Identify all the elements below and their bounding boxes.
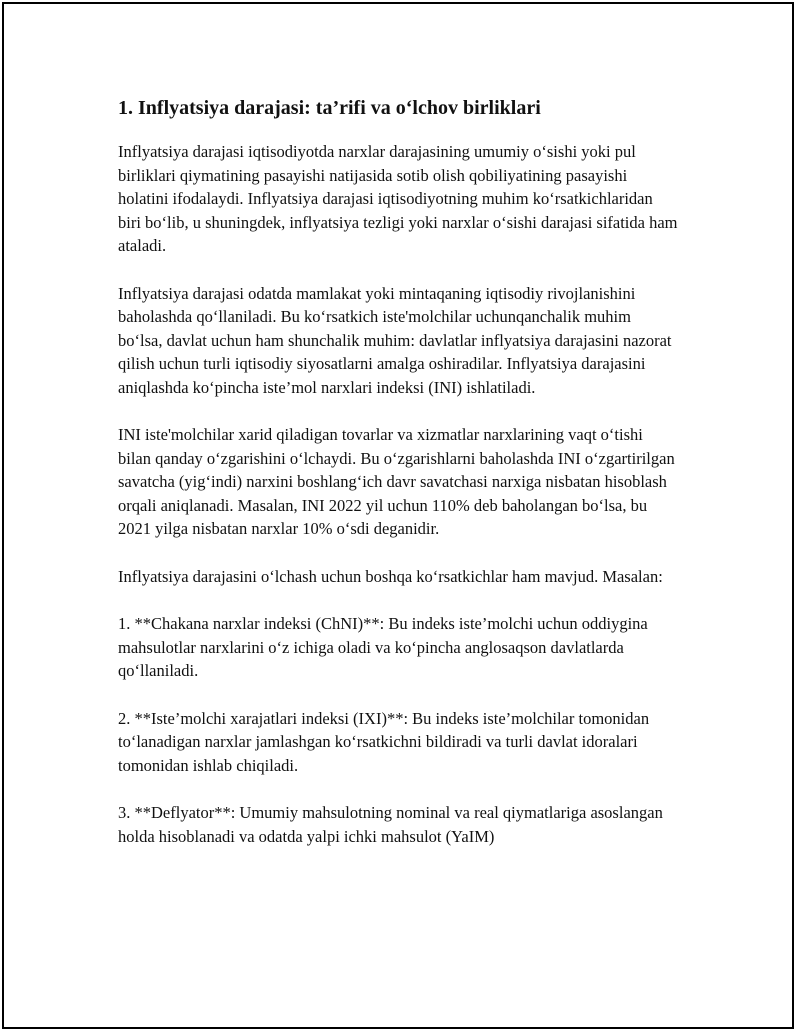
paragraph-usage: Inflyatsiya darajasi odatda mamlakat yoki mintaqaning iqtisodiy rivojlanishini baholashda qo‘llaniladi. Bu ko‘rsatkich iste'molchilar uchunqanchalik muhim bo‘lsa, davlat uchun ham shunchalik muhim: davlatlar inflyatsiya darajasini nazorat qilish uchun turli iqtisodiy siyosatlarni amalga oshiradilar. Inflyatsiya darajasini aniqlashda ko‘pincha iste’mol narxlari indeksi (INI) ishlatiladi. <box>118 283 672 397</box>
document-body <box>118 94 678 872</box>
list-item-chni: 1. **Chakana narxlar indeksi (ChNI)**: Bu indeks iste’molchi uchun oddiygina mahsulotlar narxlarini o‘z ichiga oladi va ko‘pincha anglosaqson davlatlarda qo‘llaniladi. <box>118 614 648 680</box>
list-item-deflator: 3. **Deflyator**: Umumiy mahsulotning nominal va real qiymatlariga asoslangan holda hisoblanadi va odatda yalpi ichki mahsulot (YaIM) <box>118 803 663 846</box>
paragraph-definition: Inflyatsiya darajasi iqtisodiyotda narxlar darajasining umumiy o‘sishi yoki pul birliklari qiymatining pasayishi natijasida sotib olish qobiliyatining pasayishi holatini ifodalaydi. Inflyatsiya darajasi iqtisodiyotning muhim ko‘rsatkichlaridan biri bo‘lib, u shuningdek, inflyatsiya tezligi yoki narxlar o‘sishi darajasi sifatida ham ataladi. <box>118 142 678 255</box>
list-item-ixi: 2. **Iste’molchi xarajatlari indeksi (IXI)**: Bu indeks iste’molchilar tomonidan to‘lanadigan narxlar jamlashgan ko‘rsatkichni bildiradi va turli davlat idoralari tomonidan ishlab chiqiladi. <box>118 708 650 775</box>
section-heading: 1. Inflyatsiya darajasi: ta’rifi va o‘lchov birliklari <box>118 97 541 119</box>
paragraph-other-indicators: Inflyatsiya darajasini o‘lchash uchun boshqa ko‘rsatkichlar ham mavjud. Masalan: <box>118 566 663 586</box>
paragraph-ini: INI iste'molchilar xarid qiladigan tovarlar va xizmatlar narxlarining vaqt o‘tishi bilan qanday o‘zgarishini o‘lchaydi. Bu o‘zgarishlarni baholashda INI o‘zgartirilgan savatcha (yig‘indi) narxini boshlang‘ich davr savatchasi narxiga nisbatan hisoblash orqali aniqlanadi. Masalan, INI 2022 yil uchun 110% deb baholangan bo‘lsa, bu 2021 yilga nisbatan narxlar 10% o‘sdi deganidir. <box>118 425 675 538</box>
